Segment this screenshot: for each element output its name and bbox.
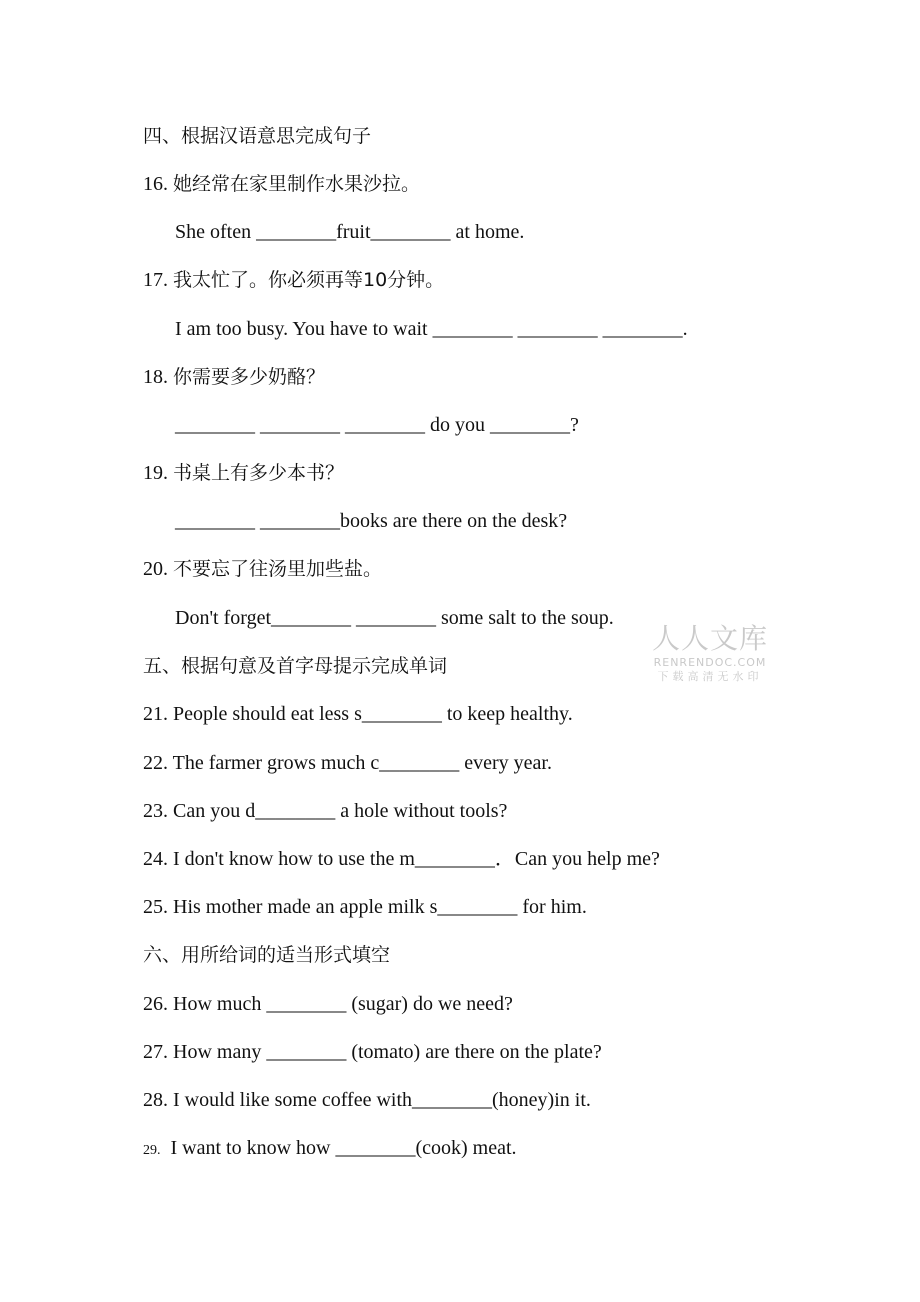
chinese-sentence: 书桌上有多少本书？ [173, 462, 345, 484]
question-number: 17. [143, 269, 168, 291]
question-19-prompt [143, 461, 344, 485]
question-29 [143, 1136, 517, 1163]
question-text: I want to know how ________(cook) meat. [170, 1137, 517, 1159]
question-17-prompt [143, 268, 444, 292]
chinese-sentence: 我太忙了。你必须再等10分钟。 [173, 269, 445, 291]
question-number: 20. [143, 558, 168, 580]
question-16-answer: She often ________fruit________ at home. [175, 221, 525, 243]
question-18-answer: ________ ________ ________ do you ________? [175, 414, 579, 436]
question-23: 23. Can you d________ a hole without tools? [143, 800, 508, 822]
chinese-sentence: 不要忘了往汤里加些盐。 [173, 558, 383, 580]
question-28: 28. I would like some coffee with________(honey)in it. [143, 1089, 591, 1111]
question-number: 19. [143, 462, 168, 484]
chinese-sentence: 你需要多少奶酪？ [173, 366, 326, 388]
watermark-logo [646, 622, 774, 684]
question-20-prompt [143, 557, 382, 581]
question-22: 22. The farmer grows much c________ every year. [143, 752, 552, 774]
question-25: 25. His mother made an apple milk s________ for him. [143, 896, 587, 918]
question-27: 27. How many ________ (tomato) are there on the plate? [143, 1041, 602, 1063]
question-19-answer: ________ ________books are there on the desk? [175, 510, 568, 532]
watermark-subtitle: 下载高清无水印 [657, 670, 763, 683]
section-heading-5: 五、根据句意及首字母提示完成单词 [143, 655, 448, 677]
question-20-answer: Don't forget________ ________ some salt to the soup. [175, 607, 614, 629]
question-17-answer: I am too busy. You have to wait ________ ________ ________. [175, 318, 688, 340]
chinese-sentence: 她经常在家里制作水果沙拉。 [173, 173, 421, 195]
question-24: 24. I don't know how to use the m________．Can you help me? [143, 848, 660, 870]
question-number: 18. [143, 366, 168, 388]
question-18-prompt [143, 365, 325, 389]
watermark-url: RENRENDOC.COM [653, 656, 767, 669]
question-26: 26. How much ________ (sugar) do we need? [143, 993, 513, 1015]
section-heading-4: 四、根据汉语意思完成句子 [143, 125, 372, 147]
question-16-prompt [143, 172, 420, 196]
question-21: 21. People should eat less s________ to keep healthy. [143, 703, 573, 725]
section-heading-6: 六、用所给词的适当形式填空 [143, 944, 391, 966]
question-number: 16. [143, 173, 168, 195]
question-number: 29. [143, 1143, 161, 1158]
watermark-title: 人人文库 [651, 622, 768, 655]
